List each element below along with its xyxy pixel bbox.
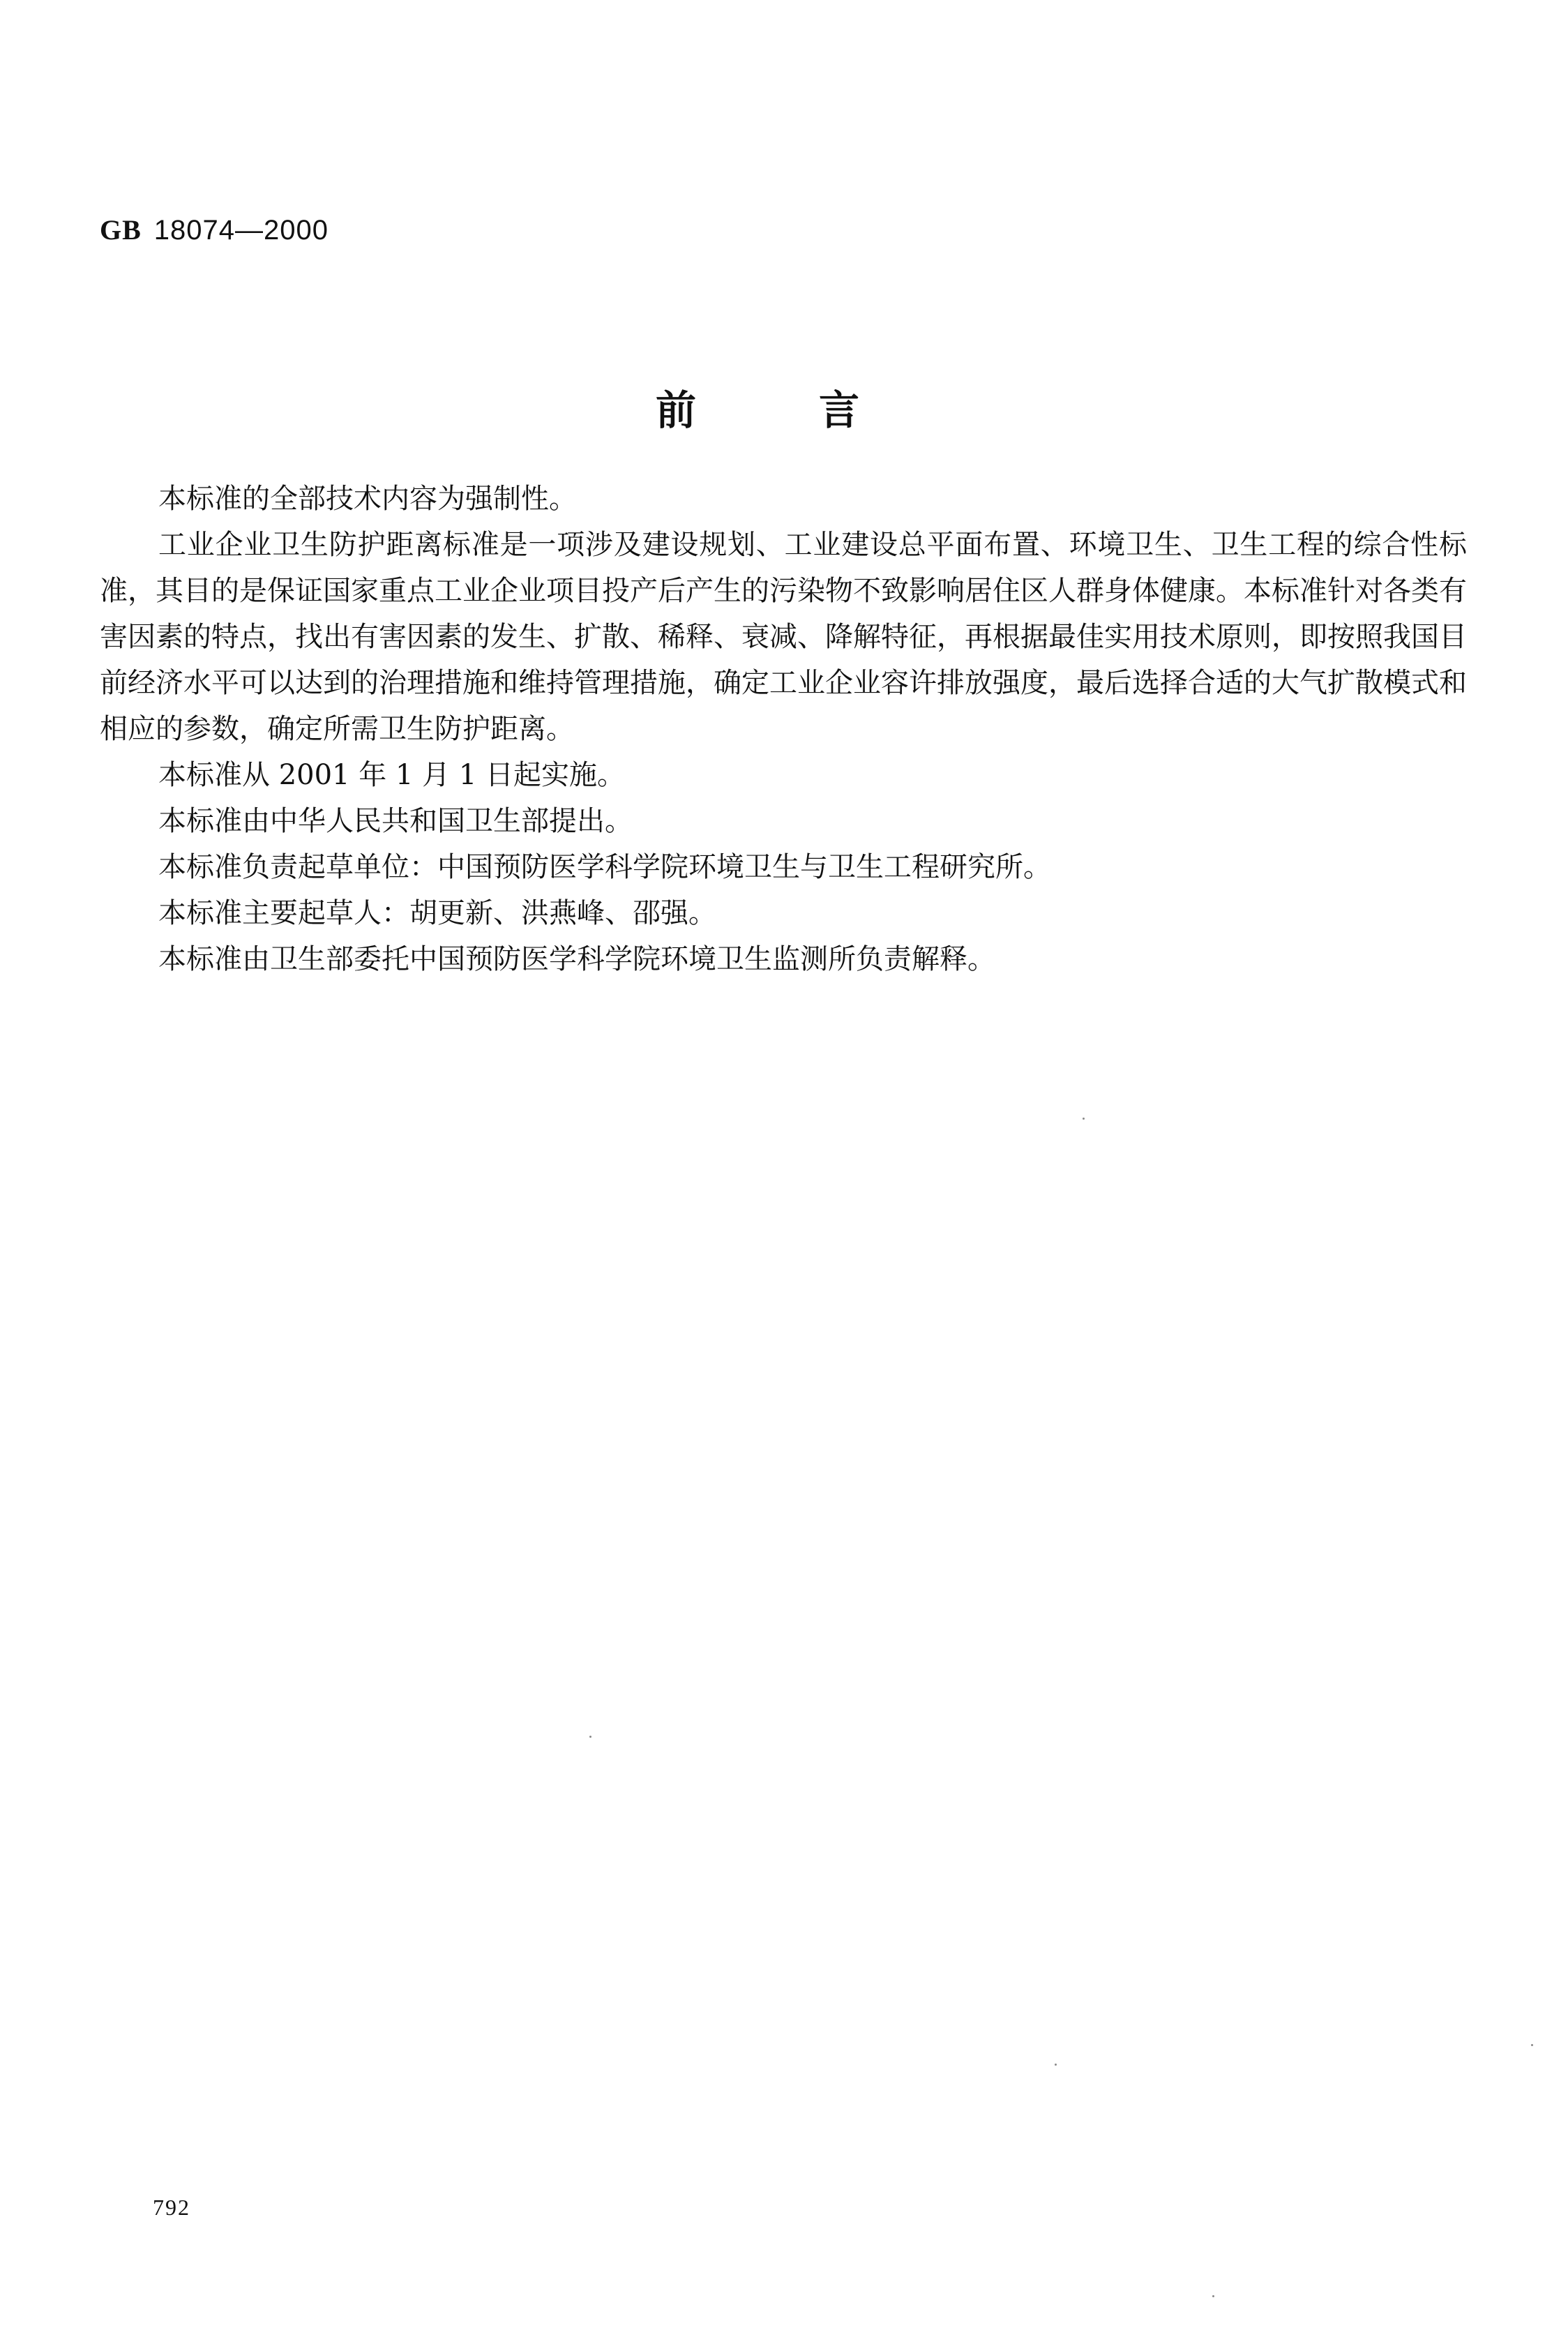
scan-speck — [1083, 1118, 1085, 1120]
scan-speck — [1055, 2064, 1057, 2066]
paragraph-proposer: 本标准由中华人民共和国卫生部提出。 — [158, 805, 633, 837]
paragraph-drafters: 本标准主要起草人：胡更新、洪燕峰、邵强。 — [158, 897, 716, 929]
paragraph-mandatory: 本标准的全部技术内容为强制性。 — [158, 483, 577, 515]
page-title: 前言 — [656, 386, 983, 434]
paragraph-effective-date: 本标准从 2001 年 1 月 1 日起实施。 — [158, 759, 625, 791]
paragraph-purpose: 工业企业卫生防护距离标准是一项涉及建设规划、工业建设总平面布置、环境卫生、卫生工程的综合性标准，其目的是保证国家重点工业企业项目投产后产生的污染物不致影响居住区人群身体健康。本标准针对各类有害因素的特点，找出有害因素的发生、扩散、稀释、衰减、降解特征，再根据最佳实用技术原则，即按照我国目前经济水平可以达到的治理措施和维持管理措施，确定工业企业容许排放强度，最后选择合适的大气扩散模式和相应的参数，确定所需卫生防护距离。 — [100, 529, 1467, 745]
standard-number: 18074—2000 — [153, 215, 329, 246]
standard-prefix: GB — [100, 214, 142, 246]
foreword-body — [100, 476, 1467, 982]
paragraph-drafting-unit: 本标准负责起草单位：中国预防医学科学院环境卫生与卫生工程研究所。 — [158, 851, 1051, 883]
standard-code — [100, 209, 329, 251]
paragraph-interpretation: 本标准由卫生部委托中国预防医学科学院环境卫生监测所负责解释。 — [158, 943, 995, 975]
scan-speck — [1531, 2044, 1533, 2046]
scan-speck — [1212, 2295, 1214, 2297]
page-number: 792 — [153, 2195, 190, 2220]
scan-speck — [589, 1736, 591, 1738]
